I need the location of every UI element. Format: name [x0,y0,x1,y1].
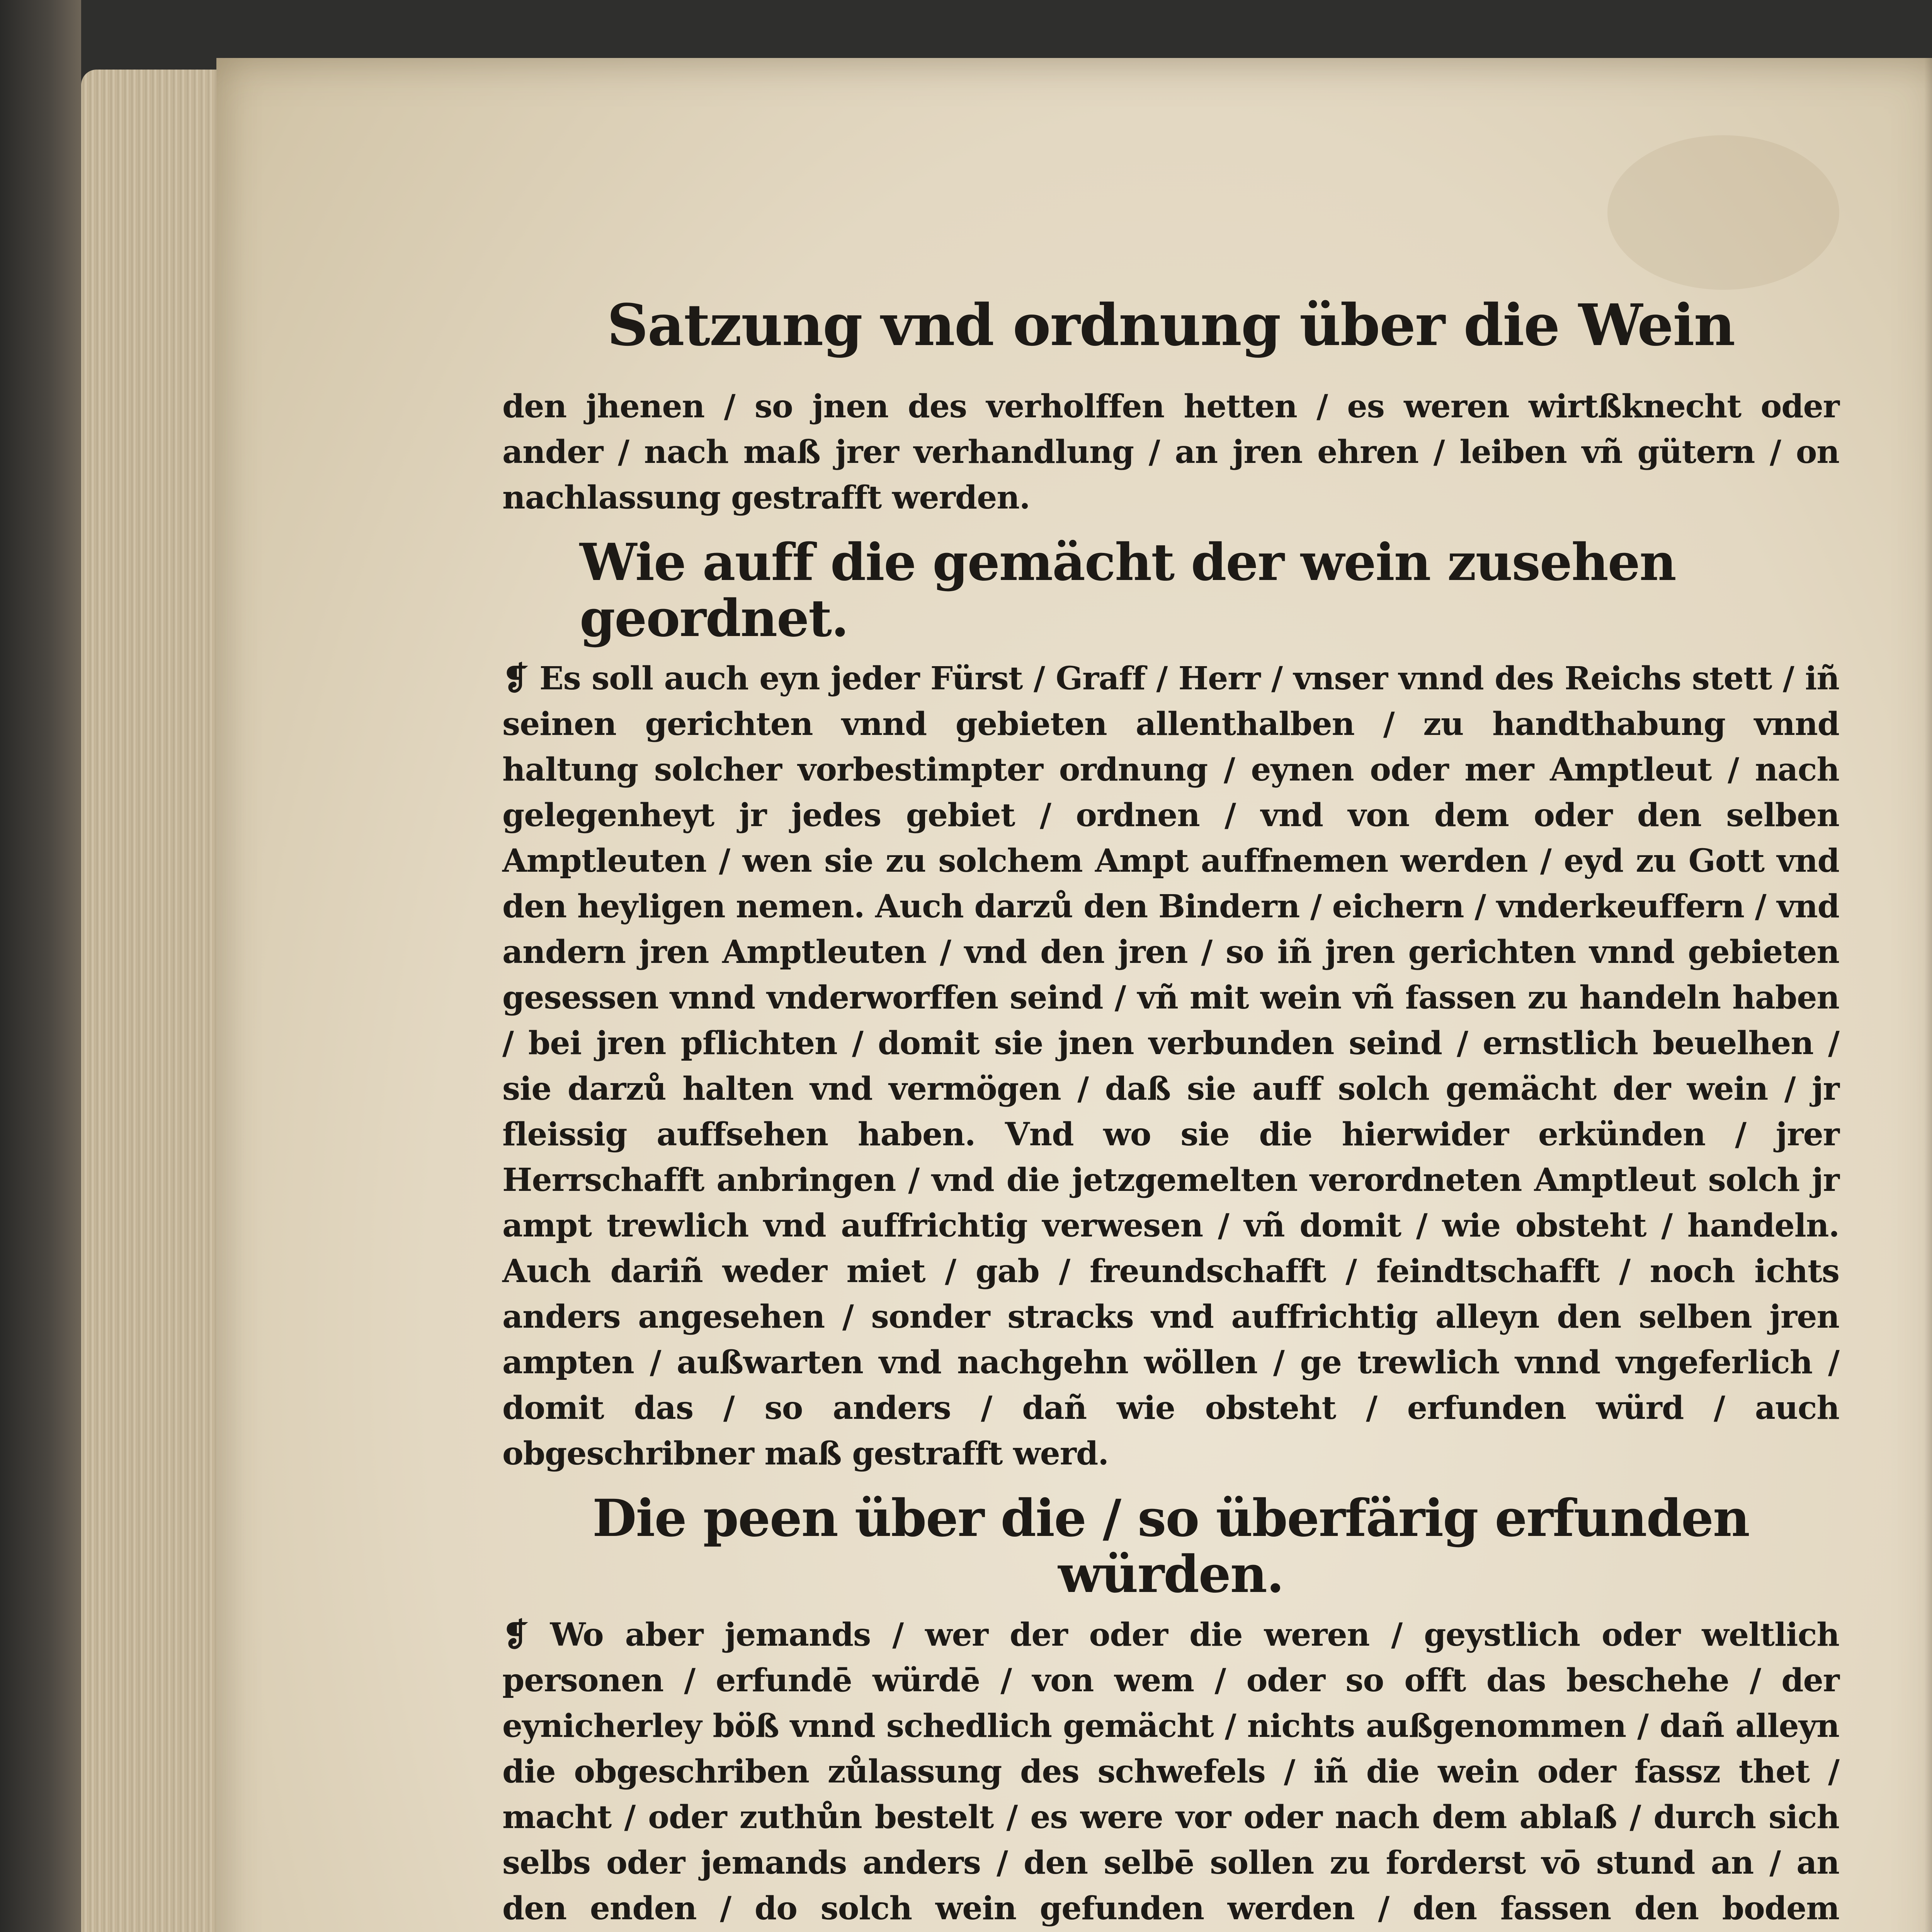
pilcrow-icon: ❡ [502,660,529,697]
paragraph [502,656,1839,1476]
paragraph [502,384,1839,520]
pilcrow-icon: ❡ [502,1616,529,1653]
paragraph-text: Es soll auch eyn jeder Fürst / Graff / Herr / vnser vnnd des Reichs stett / iñ seinen gerichten vnnd gebieten allenthalben / zu handthabung vnnd haltung solcher vorbestimpter ordnung / eynen oder mer Amptleut / nach gelegenheyt jr jedes gebiet / ordnen / vnd von dem oder den selben Amptleuten / wen sie zu solchem Ampt auffnemen werden / eyd zu Gott vnd den heyligen nemen. Auch darzů den Bindern / eichern / vnderkeuffern / vnd andern jren Amptleuten / vnd den jren / so iñ jren gerichten vnnd gebieten gesessen vnnd vnderworffen seind / vñ mit wein vñ fassen zu handeln haben / bei jren pflichten / domit sie jnen verbunden seind / ernstlich beuelhen / sie darzů halten vnd vermögen / daß sie auff solch gemächt der wein / jr fleissig auffsehen haben. Vnd wo sie die hierwider erkünden / jrer Herrschafft anbringen / vnd die jetzgemelten verordneten Amptleut solch jr ampt trewlich vnd auffrichtig verwesen / vñ domit / wie obsteht / handeln. Auch dariñ weder miet / gab / freundschafft / feindtschafft / noch ichts anders angesehen / sonder stracks vnd auffrichtig alleyn den selben jren ampten / außwarten vnd nachgehn wöllen / ge trewlich vnnd vngeferlich / domit das / so anders / dañ wie obsteht / erfunden würd / auch obgeschribner maß gestrafft werd. [502,660,1839,1473]
paper-stain [1607,135,1839,290]
section-heading: Die peen über die / so überfärig erfunden würden. [592,1488,1749,1605]
gutter-shadow [1924,58,1932,1932]
paragraph [502,1612,1839,1932]
book-edge [0,0,81,1932]
running-head: Satzung vnd ordnung über die Wein [607,291,1735,359]
paragraph-text: den jhenen / so jnen des verholffen hetten / es weren wirtßknecht oder ander / nach maß jrer verhandlung / an jren ehren / leiben vñ gütern / on nachlassung gestrafft werden. [502,388,1839,516]
left-page-text [502,291,1839,1932]
paragraph-text: Wo aber jemands / wer der oder die weren / geystlich oder weltlich personen / erfundē würdē / von wem / oder so offt das beschehe / der eynicherley böß vnnd schedlich gemächt / nichts außgenommen / dañ alleyn die obgeschriben zůlassung des schwefels / iñ die wein oder fassz thet / macht / oder zuthůn bestelt / es were vor oder nach dem ablaß / durch sich selbs oder jemands anders / den selbē sollen zu forderst vō stund an / an den enden / do solch wein gefunden werden / den fassen den bodem [502,1616,1839,1927]
section-heading: Wie auff die gemächt der wein zusehen geordnet. [580,532,1676,648]
